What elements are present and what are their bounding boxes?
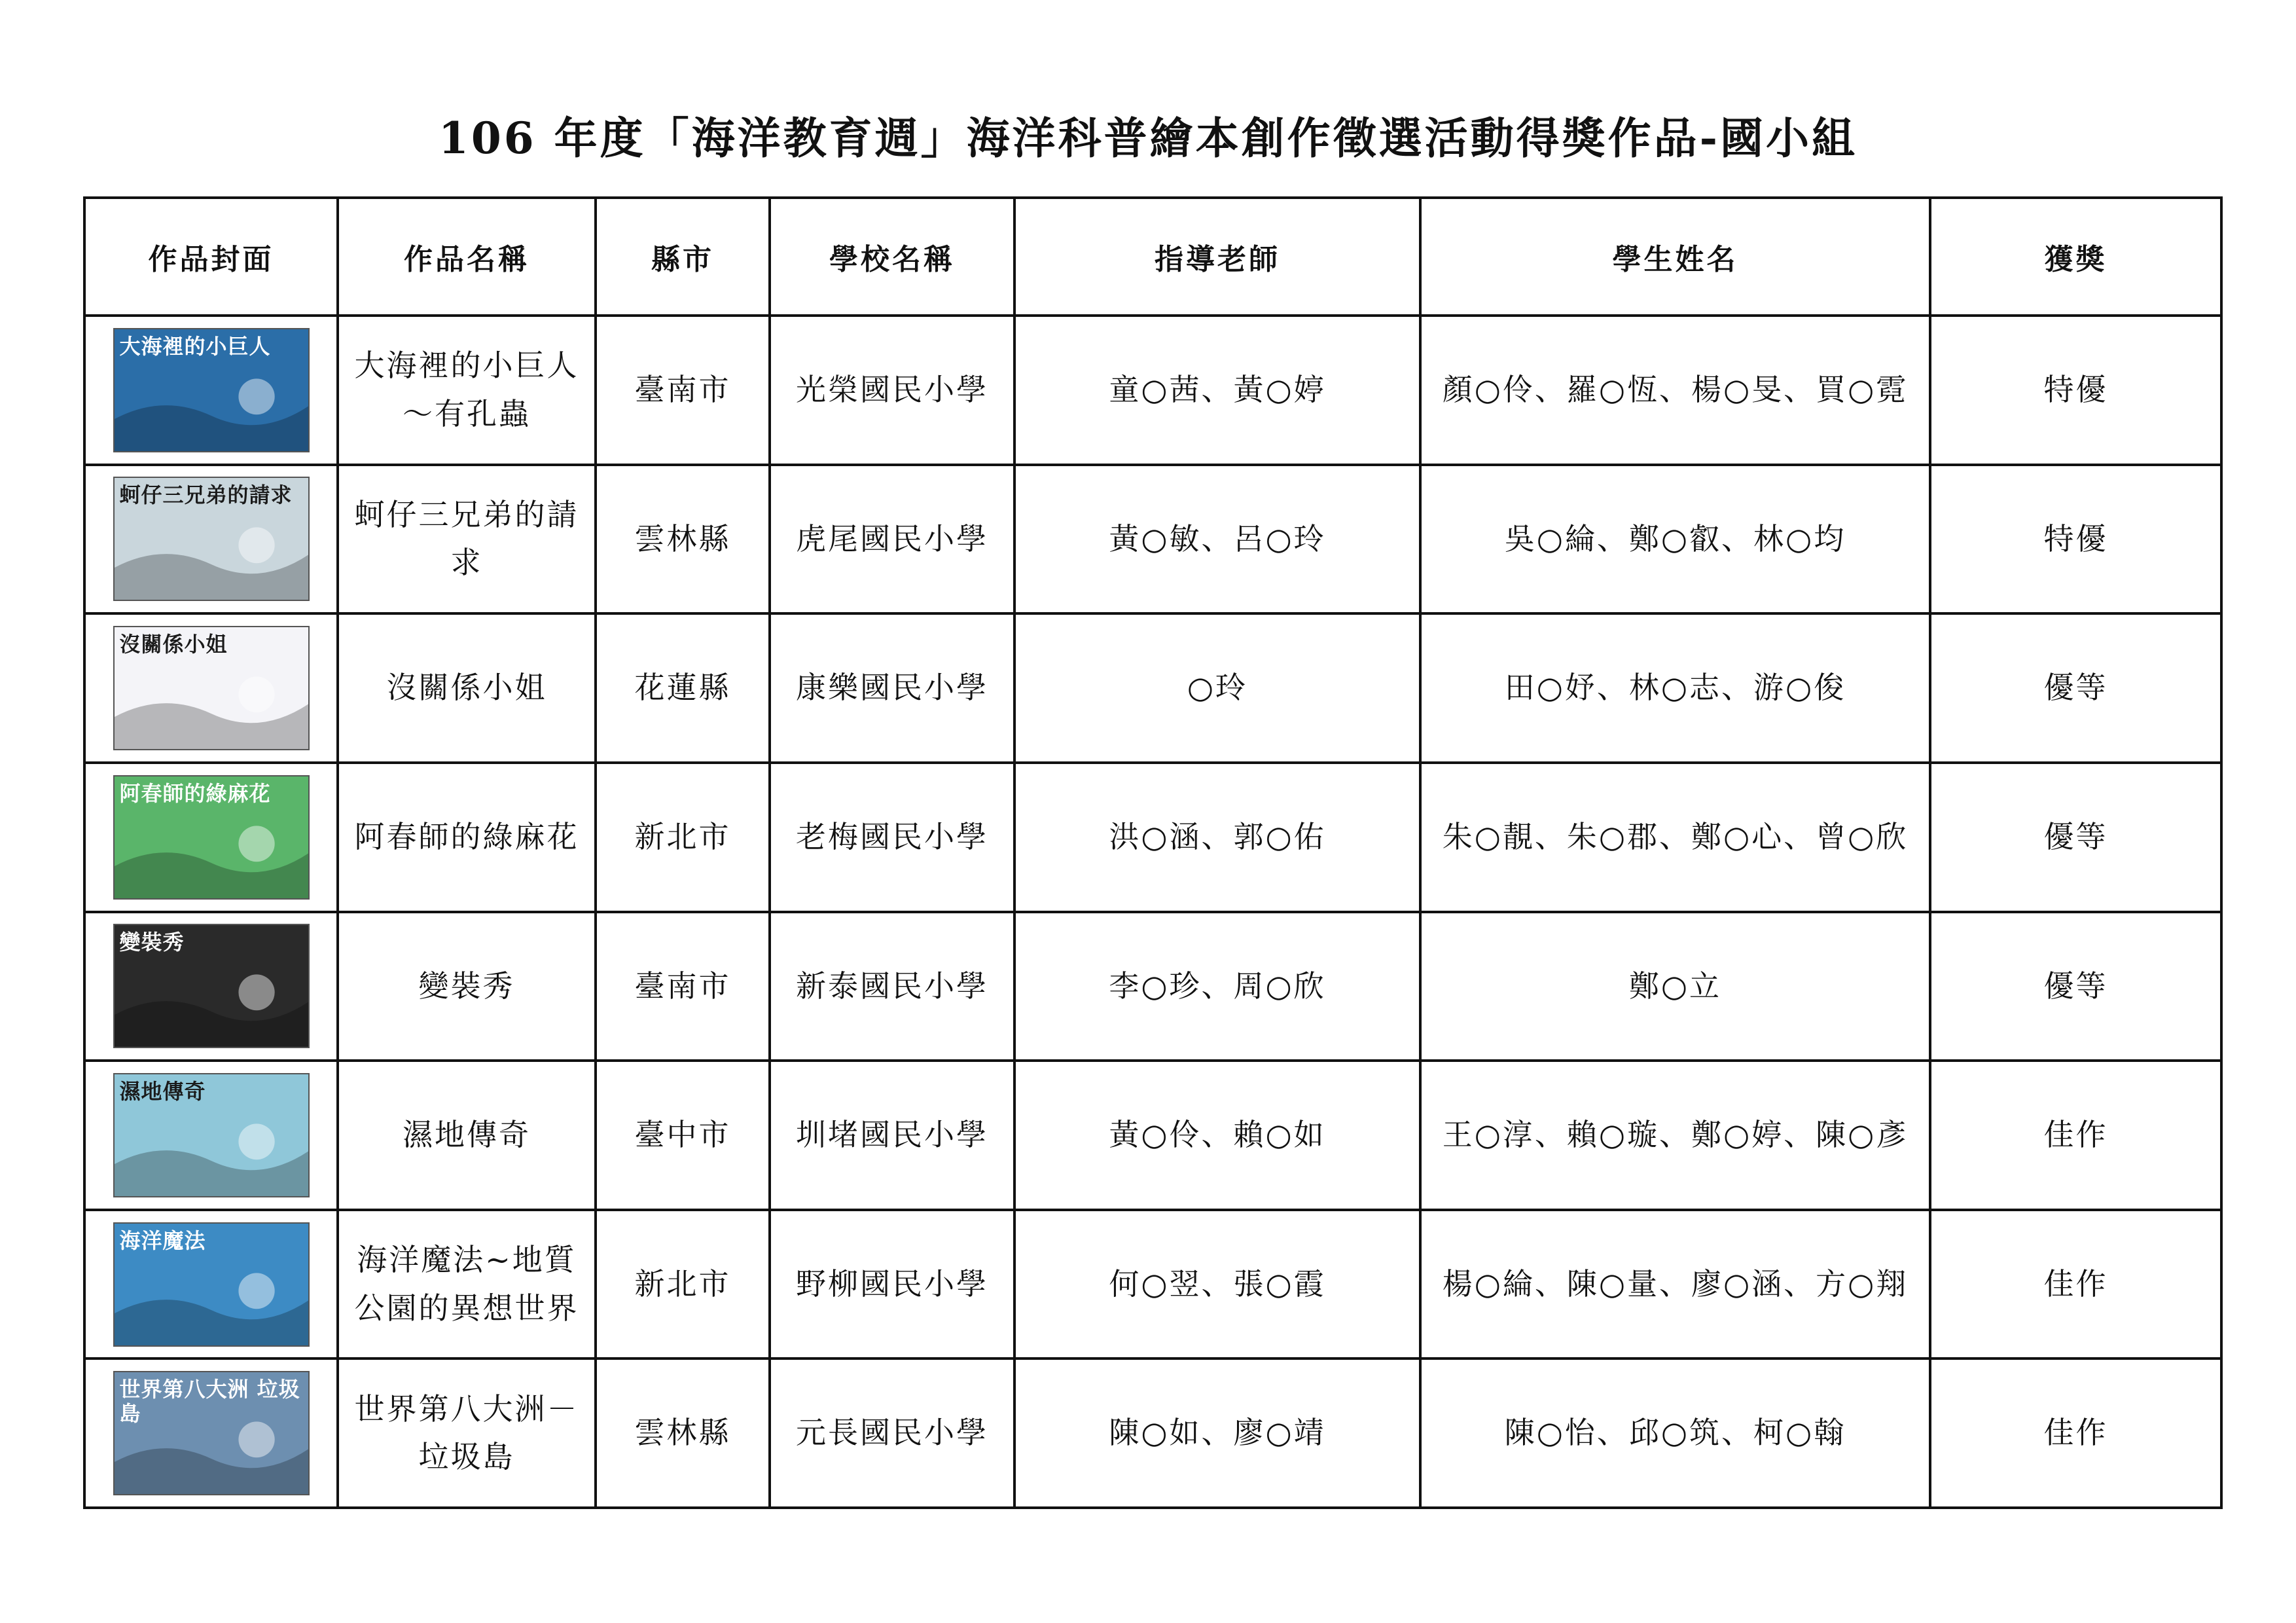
cover-cell	[84, 1210, 338, 1359]
cover-shape	[115, 703, 308, 749]
school-cell: 光榮國民小學	[770, 316, 1014, 465]
cover-shape	[238, 975, 274, 1011]
page-title: 106 年度「海洋教育週」海洋科普繪本創作徵選活動得獎作品-國小組	[438, 113, 1858, 164]
cover-shape	[238, 676, 274, 712]
cover-cell	[84, 763, 338, 912]
header-students: 學生姓名	[1420, 198, 1930, 316]
city-cell: 花蓮縣	[596, 613, 770, 763]
cover-caption: 大海裡的小巨人	[119, 333, 271, 359]
cover-cell	[84, 912, 338, 1061]
students-cell: 陳○怡、邱○筑、柯○翰	[1420, 1359, 1930, 1508]
cover-shape	[115, 852, 308, 898]
students-cell: 楊○綸、陳○量、廖○涵、方○翔	[1420, 1210, 1930, 1359]
city-cell: 雲林縣	[596, 1359, 770, 1508]
school-cell: 虎尾國民小學	[770, 465, 1014, 614]
teachers-cell: 黃○敏、呂○玲	[1014, 465, 1420, 614]
teachers-cell: 陳○如、廖○靖	[1014, 1359, 1420, 1508]
cover-image	[113, 477, 310, 601]
school-cell: 野柳國民小學	[770, 1210, 1014, 1359]
award-cell: 優等	[1930, 763, 2221, 912]
students-cell: 田○妤、林○志、游○俊	[1420, 613, 1930, 763]
cover-shape	[238, 1123, 274, 1159]
teachers-cell: 黃○伶、賴○如	[1014, 1061, 1420, 1210]
city-cell: 新北市	[596, 1210, 770, 1359]
cover-cell	[84, 316, 338, 465]
teachers-cell: 洪○涵、郭○佑	[1014, 763, 1420, 912]
header-city: 縣市	[596, 198, 770, 316]
cover-caption: 蚵仔三兄弟的請求	[119, 483, 293, 508]
teachers-cell: 何○翌、張○霞	[1014, 1210, 1420, 1359]
cover-cell	[84, 613, 338, 763]
cover-shape	[115, 1448, 308, 1494]
work-title-cell: 蚵仔三兄弟的請求	[338, 465, 596, 614]
school-cell: 新泰國民小學	[770, 912, 1014, 1061]
cover-cell	[84, 1359, 338, 1508]
cover-shape	[115, 1300, 308, 1345]
cover-shape	[115, 1001, 308, 1047]
table-row	[84, 613, 2221, 763]
work-title-cell: 大海裡的小巨人～有孔蟲	[338, 316, 596, 465]
cover-shape	[238, 1273, 274, 1309]
award-cell: 特優	[1930, 316, 2221, 465]
cover-caption: 阿春師的綠麻花	[119, 780, 271, 806]
students-cell: 吳○綸、鄭○叡、林○均	[1420, 465, 1930, 614]
work-title-cell: 世界第八大洲－垃圾島	[338, 1359, 596, 1508]
award-cell: 特優	[1930, 465, 2221, 614]
city-cell: 臺南市	[596, 912, 770, 1061]
table-row	[84, 912, 2221, 1061]
award-cell: 佳作	[1930, 1210, 2221, 1359]
cover-caption: 世界第八大洲 垃圾島	[119, 1377, 300, 1426]
cover-shape	[238, 826, 274, 862]
work-title-cell: 海洋魔法~地質公園的異想世界	[338, 1210, 596, 1359]
header-row	[84, 198, 2221, 316]
cover-image	[113, 328, 310, 452]
award-cell: 優等	[1930, 613, 2221, 763]
cover-shape	[115, 555, 308, 600]
cover-image	[113, 1073, 310, 1197]
table-row	[84, 763, 2221, 912]
cover-caption: 海洋魔法	[119, 1228, 206, 1253]
city-cell: 臺南市	[596, 316, 770, 465]
cover-shape	[238, 378, 274, 414]
work-title-cell: 濕地傳奇	[338, 1061, 596, 1210]
cover-cell	[84, 1061, 338, 1210]
table-row	[84, 1210, 2221, 1359]
cover-caption: 沒關係小姐	[119, 632, 228, 657]
city-cell: 雲林縣	[596, 465, 770, 614]
award-cell: 佳作	[1930, 1061, 2221, 1210]
table-row	[84, 1061, 2221, 1210]
cover-image	[113, 1222, 310, 1347]
header-title: 作品名稱	[338, 198, 596, 316]
city-cell: 新北市	[596, 763, 770, 912]
teachers-cell: 李○珍、周○欣	[1014, 912, 1420, 1061]
cover-shape	[238, 1422, 274, 1458]
award-cell: 佳作	[1930, 1359, 2221, 1508]
work-title-cell: 沒關係小姐	[338, 613, 596, 763]
school-cell: 康樂國民小學	[770, 613, 1014, 763]
students-cell: 朱○靚、朱○郡、鄭○心、曾○欣	[1420, 763, 1930, 912]
header-school: 學校名稱	[770, 198, 1014, 316]
cover-caption: 變裝秀	[119, 930, 185, 955]
table-row	[84, 1359, 2221, 1508]
teachers-cell: 童○茜、黃○婷	[1014, 316, 1420, 465]
cover-image	[113, 1371, 310, 1495]
cover-image	[113, 775, 310, 900]
table-row	[84, 316, 2221, 465]
teachers-cell: ○玲	[1014, 613, 1420, 763]
cover-shape	[115, 1150, 308, 1196]
header-award: 獲獎	[1930, 198, 2221, 316]
cover-caption: 濕地傳奇	[119, 1078, 206, 1104]
school-cell: 圳堵國民小學	[770, 1061, 1014, 1210]
work-title-cell: 變裝秀	[338, 912, 596, 1061]
students-cell: 顏○伶、羅○恆、楊○旻、買○霓	[1420, 316, 1930, 465]
city-cell: 臺中市	[596, 1061, 770, 1210]
cover-image	[113, 924, 310, 1048]
school-cell: 老梅國民小學	[770, 763, 1014, 912]
cover-shape	[115, 405, 308, 451]
award-cell: 優等	[1930, 912, 2221, 1061]
work-title-cell: 阿春師的綠麻花	[338, 763, 596, 912]
header-teachers: 指導老師	[1014, 198, 1420, 316]
students-cell: 王○淳、賴○璇、鄭○婷、陳○彥	[1420, 1061, 1930, 1210]
cover-cell	[84, 465, 338, 614]
students-cell: 鄭○立	[1420, 912, 1930, 1061]
header-cover: 作品封面	[84, 198, 338, 316]
cover-image	[113, 626, 310, 750]
awards-table	[83, 196, 2223, 1509]
table-row	[84, 465, 2221, 614]
cover-shape	[238, 528, 274, 564]
school-cell: 元長國民小學	[770, 1359, 1014, 1508]
